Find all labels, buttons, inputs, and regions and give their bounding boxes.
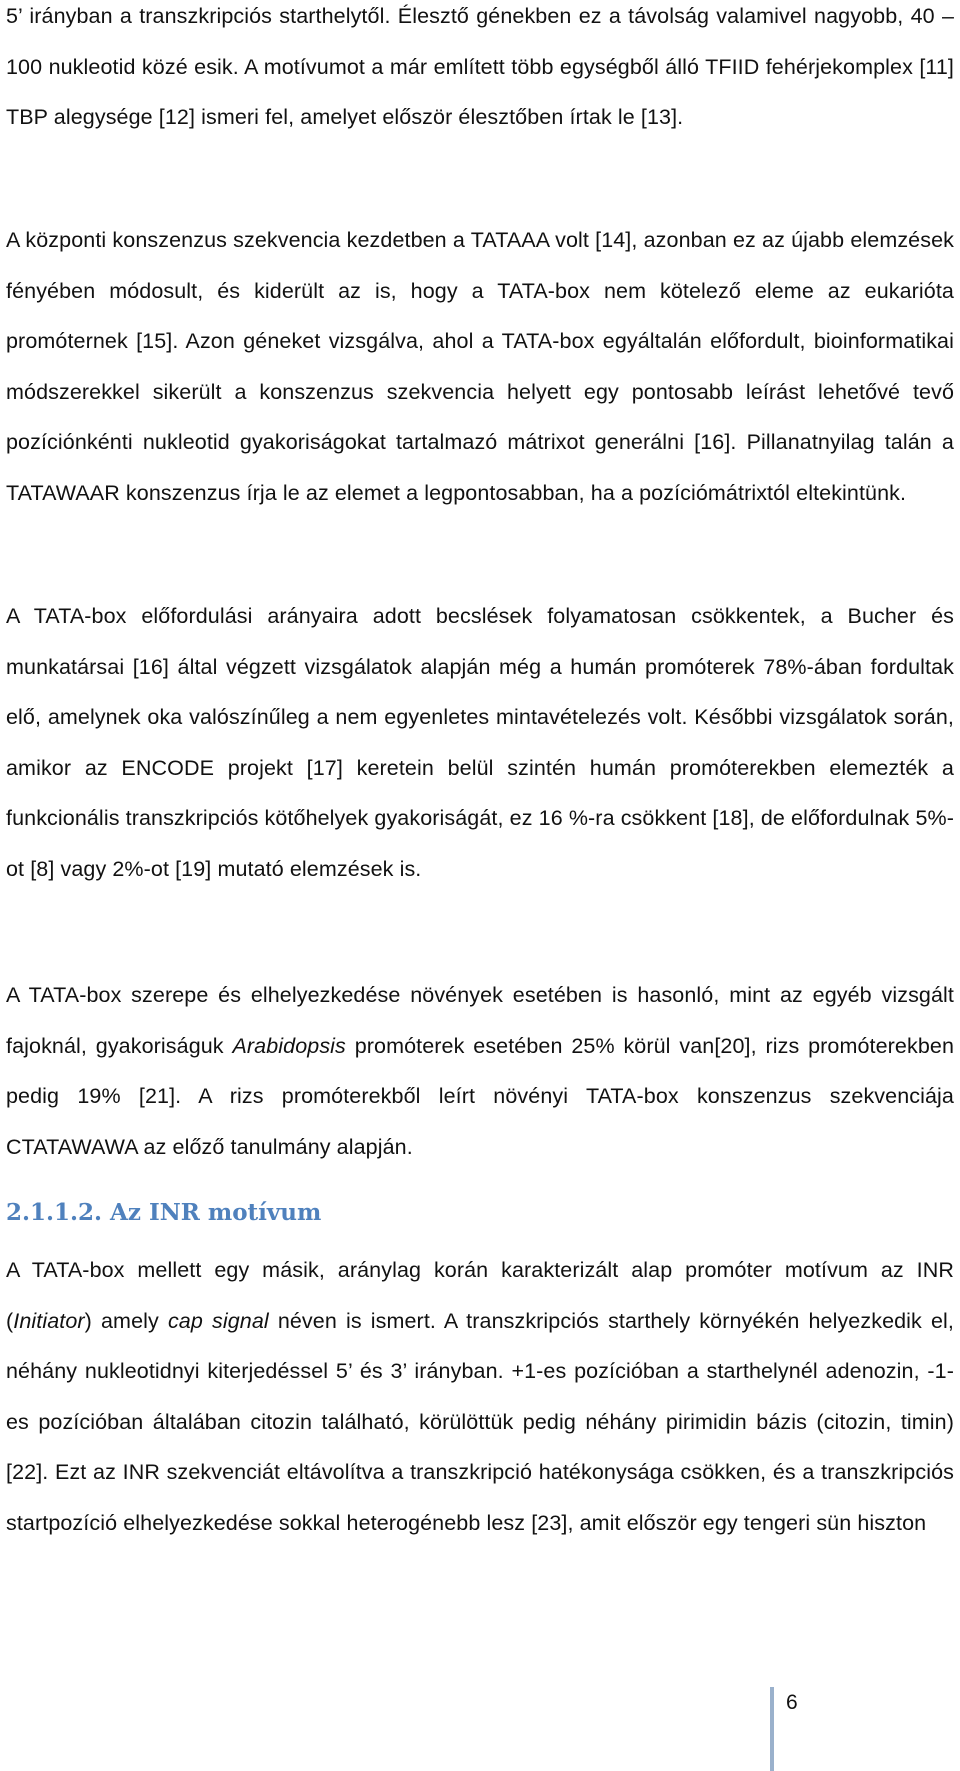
italic-term: Initiator — [13, 1308, 85, 1333]
species-name: Arabidopsis — [232, 1033, 346, 1058]
paragraph-tata-plants — [6, 970, 954, 1172]
paragraph-text: ) amely — [84, 1308, 168, 1333]
section-heading: 2.1.1.2. Az INR motívum — [6, 1199, 322, 1226]
paragraph-inr-motif — [6, 1245, 954, 1548]
paragraph-text: A TATA-box mellett egy másik, aránylag korán karakterizált alap promóter motívum az INR ( — [6, 1258, 954, 1333]
paragraph-text: promóterek esetében 25% körül van[20], rizs promóterekben pedig 19% [21]. A rizs promóterekből leírt növényi TATA-box konszenzus szekvenciája CTATAWAWA az előző tanulmány alapján. — [6, 1033, 954, 1159]
page-number: 6 — [786, 1691, 798, 1714]
page-number-bar — [770, 1687, 774, 1771]
paragraph-tata-box-position: 5’ irányban a transzkripciós starthelytől. Élesztő génekben ez a távolság valamivel nagyobb, 40 – 100 nukleotid közé esik. A motívumot a már említett több egységből álló TFIID fehérjekomplex [11] TBP alegysége [12] ismeri fel, amelyet először élesztőben írtak le [13]. — [6, 4, 954, 129]
paragraph-text: A TATA-box szerepe és elhelyezkedése növények esetében is hasonló, mint az egyéb vizsgált fajoknál, gyakoriságuk — [6, 983, 954, 1058]
paragraph-tata-frequency: A TATA-box előfordulási arányaira adott becslések folyamatosan csökkentek, a Bucher és munkatársai [16] által végzett vizsgálatok alapján még a humán promóterek 78%-ában fordultak elő, amelynek oka valószínűleg a nem egyenletes mintavételezés volt. Későbbi vizsgálatok során, amikor az ENCODE projekt [17] keretein belül szintén humán promóterekben elemezték a funkcionális transzkripciós kötőhelyek gyakoriságát, ez 16 %-ra csökkent [18], de előfordulnak 5%-ot [8] vagy 2%-ot [19] mutató elemzések is. — [6, 604, 954, 881]
italic-term: cap signal — [167, 1308, 269, 1333]
paragraph-text: néven is ismert. A transzkripciós starthely környékén helyezkedik el, néhány nukleotidnyi kiterjedéssel 5’ és 3’ irányban. +1-es pozícióban a starthelynél adenozin, -1-es pozícióban általában citozin található, körülöttük pedig néhány pirimidin bázis (citozin, timin) [22]. Ezt az INR szekvenciát eltávolítva a transzkripció hatékonysága csökken, és a transzkripciós startpozíció elhelyezkedése sokkal heterogénebb lesz [23], amit először egy tengeri sün hiszton — [6, 1308, 954, 1535]
paragraph-tata-consensus: A központi konszenzus szekvencia kezdetben a TATAAA volt [14], azonban ez az újabb elemzések fényében módosult, és kiderült az is, hogy a TATA-box nem kötelező eleme az eukarióta promóternek [15]. Azon géneket vizsgálva, ahol a TATA-box egyáltalán előfordult, bioinformatikai módszerekkel sikerült a konszenzus szekvencia helyett egy pontosabb leírást lehetővé tevő pozíciónkénti nukleotid gyakoriságokat tartalmazó mátrixot generálni [16]. Pillanatnyilag talán a TATAWAAR konszenzus írja le az elemet a legpontosabban, ha a pozíciómátrixtól eltekintünk. — [6, 228, 954, 505]
